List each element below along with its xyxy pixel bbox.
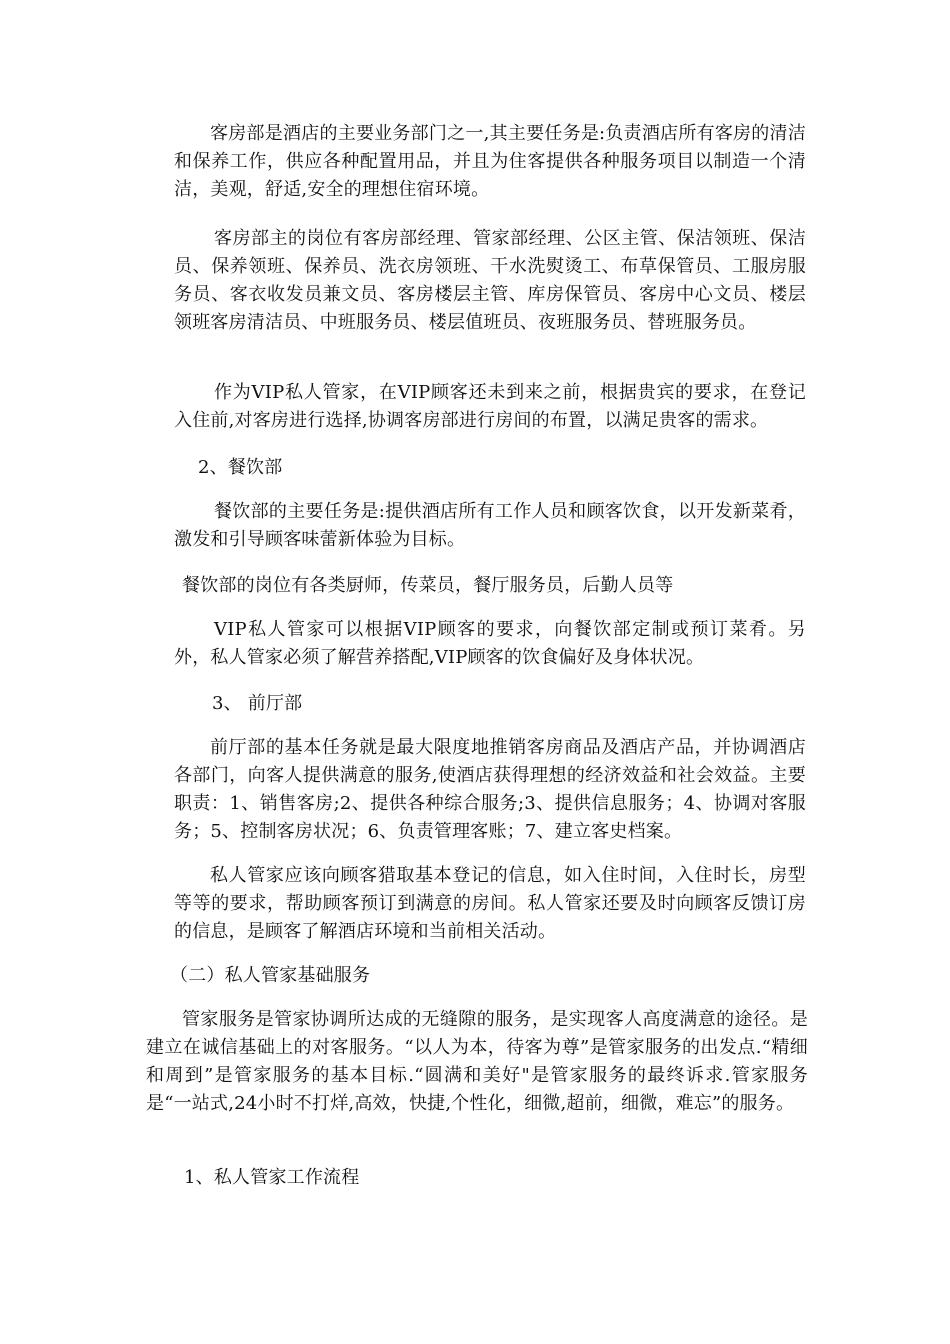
- paragraph-vip-room: 作为VIP私人管家，在VIP顾客还未到来之前，根据贵宾的要求，在登记入住前,对客房进行选择,协调客房部进行房间的布置，以满足贵客的需求。: [174, 382, 806, 431]
- heading-butler-basic-service: （二）私人管家基础服务: [170, 965, 371, 986]
- paragraph-vip-catering: VIP私人管家可以根据VIP顾客的要求，向餐饮部定制或预订菜肴。另外，私人管家必须了解营养搭配,VIP顾客的饮食偏好及身体状况。: [174, 619, 806, 668]
- paragraph-catering-intro: 餐饮部的主要任务是:提供酒店所有工作人员和顾客饮食，以开发新菜肴，激发和引导顾客味蕾新体验为目标。: [174, 501, 806, 550]
- heading-catering: 2、餐饮部: [198, 457, 283, 478]
- heading-front-office: 3、 前厅部: [212, 693, 303, 714]
- paragraph-housekeeping-positions: 客房部主的岗位有客房部经理、管家部经理、公区主管、保洁领班、保洁员、保养领班、保养员、洗衣房领班、干水洗熨烫工、布草保管员、工服房服务员、客衣收发员兼文员、客房楼层主管、库房保管员、客房中心文员、楼层领班客房清洁员、中班服务员、楼层值班员、夜班服务员、替班服务员。: [174, 228, 806, 333]
- paragraph-butler-booking: 私人管家应该向顾客猎取基本登记的信息，如入住时间，入住时长，房型等等的要求，帮助顾客预订到满意的房间。私人管家还要及时向顾客反馈订房的信息，是顾客了解酒店环境和当前相关活动。: [174, 865, 806, 942]
- paragraph-housekeeping-intro: 客房部是酒店的主要业务部门之一,其主要任务是:负责酒店所有客房的清洁和保养工作，供应各种配置用品，并且为住客提供各种服务项目以制造一个清洁，美观，舒适,安全的理想住宿环境。: [174, 123, 806, 200]
- paragraph-front-office-intro: 前厅部的基本任务就是最大限度地推销客房商品及酒店产品，并协调酒店各部门，向客人提供满意的服务,使酒店获得理想的经济效益和社会效益。主要职责：1、销售客房;2、提供各种综合服务;3、提供信息服务；4、协调对客服务；5、控制客房状况；6、负责管理客账；7、建立客史档案。: [174, 737, 806, 842]
- heading-butler-workflow: 1、私人管家工作流程: [184, 1167, 360, 1188]
- paragraph-catering-positions: 餐饮部的岗位有各类厨师，传菜员，餐厅服务员，后勤人员等: [182, 575, 674, 596]
- paragraph-butler-service: 管家服务是管家协调所达成的无缝隙的服务，是实现客人高度满意的途径。是建立在诚信基础上的对客服务。“以人为本，待客为尊”是管家服务的出发点.“精细和周到”是管家服务的基本目标.“圆满和美好"是管家服务的最终诉求.管家服务是“一站式,24小时不打烊,高效，快捷,个性化，细微,超前，细微，难忘”的服务。: [146, 1009, 808, 1114]
